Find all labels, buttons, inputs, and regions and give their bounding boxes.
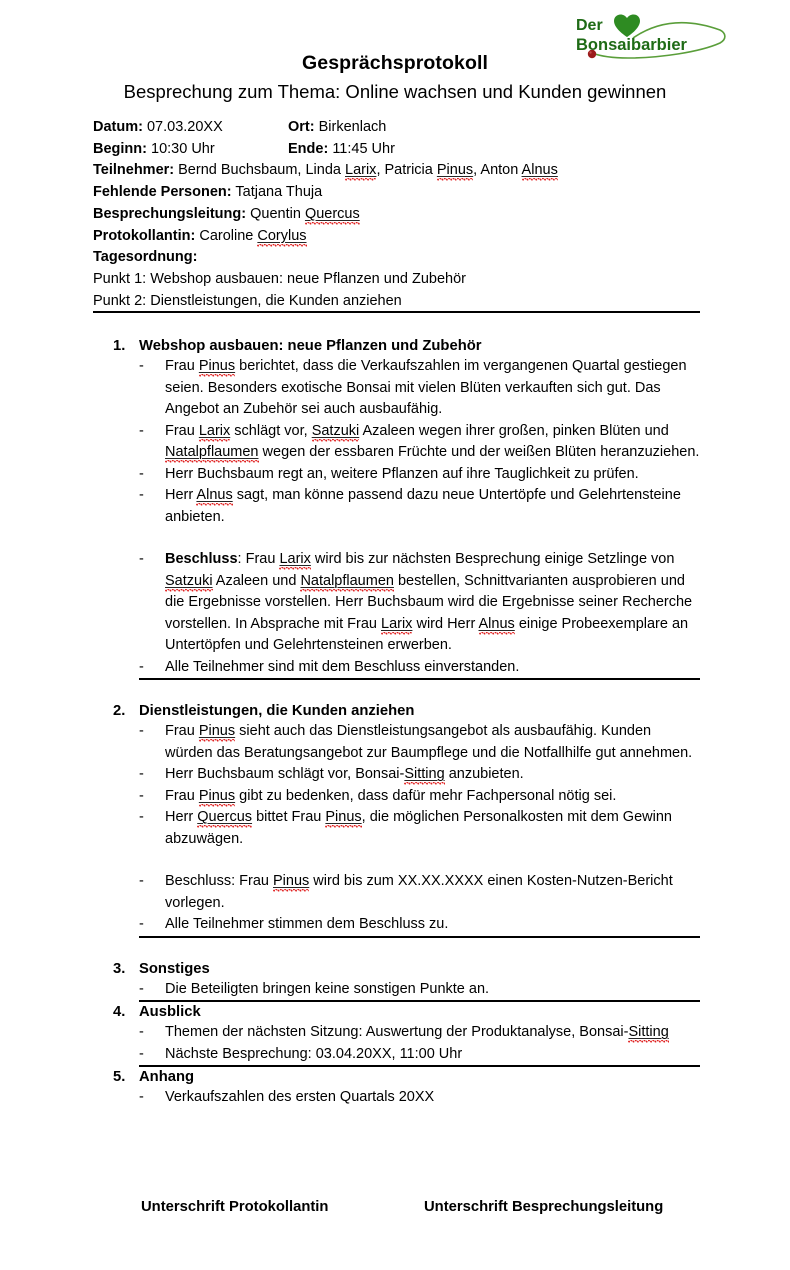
logo-text-line2: Bonsaibarbier [576, 36, 687, 54]
spellcheck-word-natalpflaumen: Natalpflaumen [165, 444, 259, 463]
bullet-item [0, 979, 790, 1001]
meta-row-date-location [93, 117, 700, 139]
bullet-text: Verkaufszahlen des ersten Quartals 20XX [165, 1089, 435, 1105]
bullet-item-resolution [0, 871, 790, 914]
bullet-gap [0, 528, 790, 549]
bullet-item [0, 485, 790, 528]
meta-row-start-end [93, 139, 700, 161]
t: , die möglichen Personalkosten mit dem Gewinn abzuwägen. [165, 809, 672, 847]
bullet-text: Alle Teilnehmer stimmen dem Beschluss zu. [165, 916, 449, 932]
t: : Frau [237, 551, 280, 567]
section-3-bullets [0, 979, 790, 1001]
meta-end-label: Ende: [288, 140, 329, 157]
bullet-text [165, 356, 700, 421]
bullet-text [165, 721, 700, 764]
participants-text-2: , Patricia [376, 162, 437, 179]
section-4-number: 4. [113, 1004, 126, 1020]
spellcheck-word-quercus: Quercus [305, 206, 360, 225]
spellcheck-word-larix: Larix [345, 162, 376, 181]
section-5-title: Anhang [139, 1069, 195, 1085]
spellcheck-word-satzuki: Satzuki [165, 573, 213, 592]
meta-chair-label: Besprechungsleitung: [93, 205, 247, 222]
t: Frau [165, 787, 199, 804]
t: bittet Frau [252, 809, 326, 825]
meta-end [288, 139, 395, 161]
bullet-item [0, 721, 790, 764]
section-5-heading [0, 1067, 790, 1087]
spellcheck-word-pinus: Pinus [437, 162, 473, 181]
t: Frau [165, 358, 199, 374]
spellcheck-word-pinus: Pinus [325, 809, 361, 828]
t: berichtet, dass die Verkaufszahlen im vergangenen Quartal gestiegen seien. Besonders exotische Bonsai mit vielen Blüten verkauften sich gut. Das Angebot an Zubehör sei auch ausbaufähig. [165, 358, 687, 417]
document-subtitle: Besprechung zum Thema: Online wachsen und Kunden gewinnen [123, 81, 667, 102]
bullet-dash: - [139, 916, 144, 932]
t: Frau [165, 422, 199, 439]
spellcheck-word-quercus: Quercus [197, 809, 252, 828]
signature-minute-taker: Unterschrift Protokollantin [141, 1199, 329, 1215]
section-gap [0, 680, 790, 701]
bullet-dash: - [139, 787, 144, 804]
protocol-body [0, 336, 790, 1109]
section-1-bullets [0, 356, 790, 678]
meta-agenda-label: Tagesordnung: [93, 249, 198, 266]
bullet-dash: - [139, 1024, 144, 1040]
section-2-title: Dienstleistungen, die Kunden anziehen [139, 703, 415, 719]
logo-heart-icon [614, 14, 640, 37]
section-4-bullets [0, 1022, 790, 1065]
bullet-dash: - [139, 465, 144, 482]
section-4 [0, 1002, 790, 1067]
t: Frau [165, 723, 199, 739]
spellcheck-word-satzuki: Satzuki [312, 423, 360, 442]
spellcheck-word-corylus: Corylus [257, 228, 306, 247]
section-1 [0, 336, 790, 680]
section-3-title: Sonstiges [139, 960, 210, 977]
t: sagt, man könne passend dazu neue Untertöpfe und Gelehrtensteine anbieten. [165, 487, 681, 525]
meta-location [288, 117, 386, 139]
spellcheck-word-pinus: Pinus [199, 723, 235, 742]
bullet-dash: - [139, 873, 144, 889]
bullet-dash: - [139, 358, 144, 374]
bullet-item [0, 421, 790, 464]
meta-start-label: Beginn: [93, 140, 147, 157]
meta-row-absent [93, 182, 700, 204]
meta-minute-taker-value [199, 228, 306, 247]
bullet-item [0, 1044, 790, 1066]
t: gibt zu bedenken, dass dafür mehr Fachpersonal nötig sei. [235, 787, 617, 804]
t: einige Probeexemplare an Untertöpfen und Gelehrtensteinen erwerben. [165, 615, 689, 653]
meta-participants-value [178, 162, 558, 181]
bullet-dash: - [139, 1045, 144, 1062]
bullet-text [165, 549, 700, 657]
bullet-text [165, 871, 700, 914]
t: Herr Buchsbaum schlägt vor, Bonsai- [165, 766, 405, 782]
bullet-text [165, 807, 700, 850]
logo-text-line1: Der [576, 17, 603, 34]
chair-text-1: Quentin [250, 205, 305, 222]
t: schlägt vor, [230, 422, 312, 439]
section-1-number: 1. [113, 338, 126, 354]
section-5-bullets [0, 1087, 790, 1109]
agenda-item-1: Punkt 1: Webshop ausbauen: neue Pflanzen und Zubehör [93, 270, 466, 287]
meta-absent-value: Tatjana Thuja [235, 184, 323, 201]
section-5-number: 5. [113, 1069, 126, 1085]
bullet-text [165, 786, 700, 808]
t: Azaleen wegen ihrer großen, pinken Blüten und [359, 422, 669, 439]
spellcheck-word-natalpflaumen: Natalpflaumen [300, 573, 394, 592]
bullet-item [0, 764, 790, 786]
bullet-dash: - [139, 723, 144, 739]
bullet-text: Herr Buchsbaum regt an, weitere Pflanzen auf ihre Tauglichkeit zu prüfen. [165, 465, 639, 482]
signature-chair: Unterschrift Besprechungsleitung [424, 1199, 664, 1215]
meta-end-value: 11:45 Uhr [332, 140, 395, 157]
t: anzubieten. [444, 766, 524, 782]
section-2 [0, 701, 790, 938]
bullet-text [165, 1022, 700, 1044]
spellcheck-word-alnus: Alnus [479, 616, 515, 635]
participants-text-3: , Anton [473, 162, 522, 179]
section-4-title: Ausblick [139, 1004, 201, 1020]
spellcheck-word-alnus: Alnus [196, 487, 232, 506]
meta-start-value: 10:30 Uhr [151, 140, 215, 157]
divider-wrap [0, 678, 790, 680]
section-4-heading [0, 1002, 790, 1022]
meta-date-value: 07.03.20XX [146, 119, 223, 135]
bullet-dash: - [139, 766, 144, 782]
section-3-heading [0, 959, 790, 979]
spellcheck-word-sitting: Sitting [628, 1024, 668, 1043]
bullet-dash: - [139, 551, 144, 567]
section-5 [0, 1067, 790, 1109]
divider-after-section-2 [139, 936, 700, 938]
t: Themen der nächsten Sitzung: Auswertung der Produktanalyse, Bonsai- [165, 1024, 629, 1040]
bullet-item [0, 356, 790, 421]
spellcheck-word-alnus: Alnus [522, 162, 558, 181]
t: Beschluss: Frau [165, 873, 273, 889]
meta-row-agenda-heading [93, 247, 700, 269]
spellcheck-word-larix: Larix [279, 551, 310, 570]
bullet-text [165, 421, 700, 464]
section-1-title: Webshop ausbauen: neue Pflanzen und Zubehör [139, 338, 482, 354]
meta-chair-value [250, 206, 360, 225]
bullet-gap [0, 850, 790, 871]
meta-minute-taker-label: Protokollantin: [93, 227, 196, 244]
spellcheck-word-pinus: Pinus [273, 873, 309, 892]
bullet-text: Nächste Besprechung: 03.04.20XX, 11:00 Uhr [165, 1045, 463, 1062]
minute-taker-text-1: Caroline [199, 227, 258, 244]
bullet-dash: - [139, 658, 144, 675]
meta-location-label: Ort: [288, 119, 315, 135]
section-3-number: 3. [113, 960, 126, 977]
section-2-heading [0, 701, 790, 721]
meta-start [93, 139, 288, 161]
t: wird bis zum XX.XX.XXXX einen Kosten-Nutzen-Bericht vorlegen. [165, 873, 673, 911]
divider-after-metadata [93, 311, 700, 313]
bullet-text [165, 485, 700, 528]
t: wegen der essbaren Früchte und der weißen Blüten heranzuziehen. [258, 444, 700, 460]
section-2-number: 2. [113, 703, 126, 719]
section-3 [0, 959, 790, 1003]
section-gap [0, 938, 790, 959]
bullet-item [0, 464, 790, 486]
t: bestellen, Schnittvarianten ausprobieren und die Ergebnisse vorstellen. Herr Buchsbaum wird die Ergebnisse seiner Recherche vorstellen. In Absprache mit Frau [165, 572, 693, 632]
document-title: Gesprächsprotokoll [301, 52, 488, 74]
meta-location-value: Birkenlach [318, 119, 387, 135]
bullet-dash: - [139, 422, 144, 439]
spellcheck-word-larix: Larix [381, 616, 412, 635]
spellcheck-word-sitting: Sitting [404, 766, 444, 785]
bullet-item [0, 1087, 790, 1109]
agenda-item-2: Punkt 2: Dienstleistungen, die Kunden anziehen [93, 292, 402, 309]
spellcheck-word-pinus: Pinus [199, 358, 235, 377]
bullet-dash: - [139, 809, 144, 825]
bullet-dash: - [139, 980, 144, 997]
resolution-keyword: Beschluss [165, 551, 238, 567]
t: wird Herr [412, 615, 479, 632]
participants-text-1: Bernd Buchsbaum, Linda [178, 162, 345, 179]
spellcheck-word-pinus: Pinus [199, 788, 235, 807]
t: wird bis zur nächsten Besprechung einige Setzlinge von [310, 551, 675, 567]
meta-row-minute-taker [93, 226, 700, 248]
meta-absent-label: Fehlende Personen: [93, 184, 232, 201]
bullet-text [165, 764, 700, 786]
bullet-dash: - [139, 487, 144, 503]
bullet-text: Die Beteiligten bringen keine sonstigen Punkte an. [165, 980, 490, 997]
spellcheck-word-larix: Larix [199, 423, 230, 442]
divider-after-section-1 [139, 678, 700, 680]
t: Herr [165, 487, 197, 503]
t: Herr [165, 809, 198, 825]
divider-wrap [0, 936, 790, 938]
bullet-item-resolution [0, 549, 790, 657]
meta-date [93, 117, 288, 139]
bullet-item [0, 1022, 790, 1044]
section-2-bullets [0, 721, 790, 936]
meta-row-chair [93, 204, 700, 226]
bullet-item [0, 914, 790, 936]
section-1-heading [0, 336, 790, 356]
bullet-dash: - [139, 1089, 144, 1105]
t: Azaleen und [212, 572, 301, 589]
bullet-text: Alle Teilnehmer sind mit dem Beschluss einverstanden. [165, 658, 520, 675]
t: sieht auch das Dienstleistungsangebot als ausbaufähig. Kunden würden das Beratungsangebot zur Baumpflege und die Notfallhilfe gut annehmen. [165, 723, 693, 761]
bullet-item [0, 807, 790, 850]
meta-date-label: Datum: [93, 119, 143, 135]
bullet-item [0, 786, 790, 808]
meta-row-participants [93, 160, 700, 182]
meeting-metadata [93, 117, 700, 312]
meta-participants-label: Teilnehmer: [93, 162, 175, 179]
bullet-item [0, 657, 790, 679]
